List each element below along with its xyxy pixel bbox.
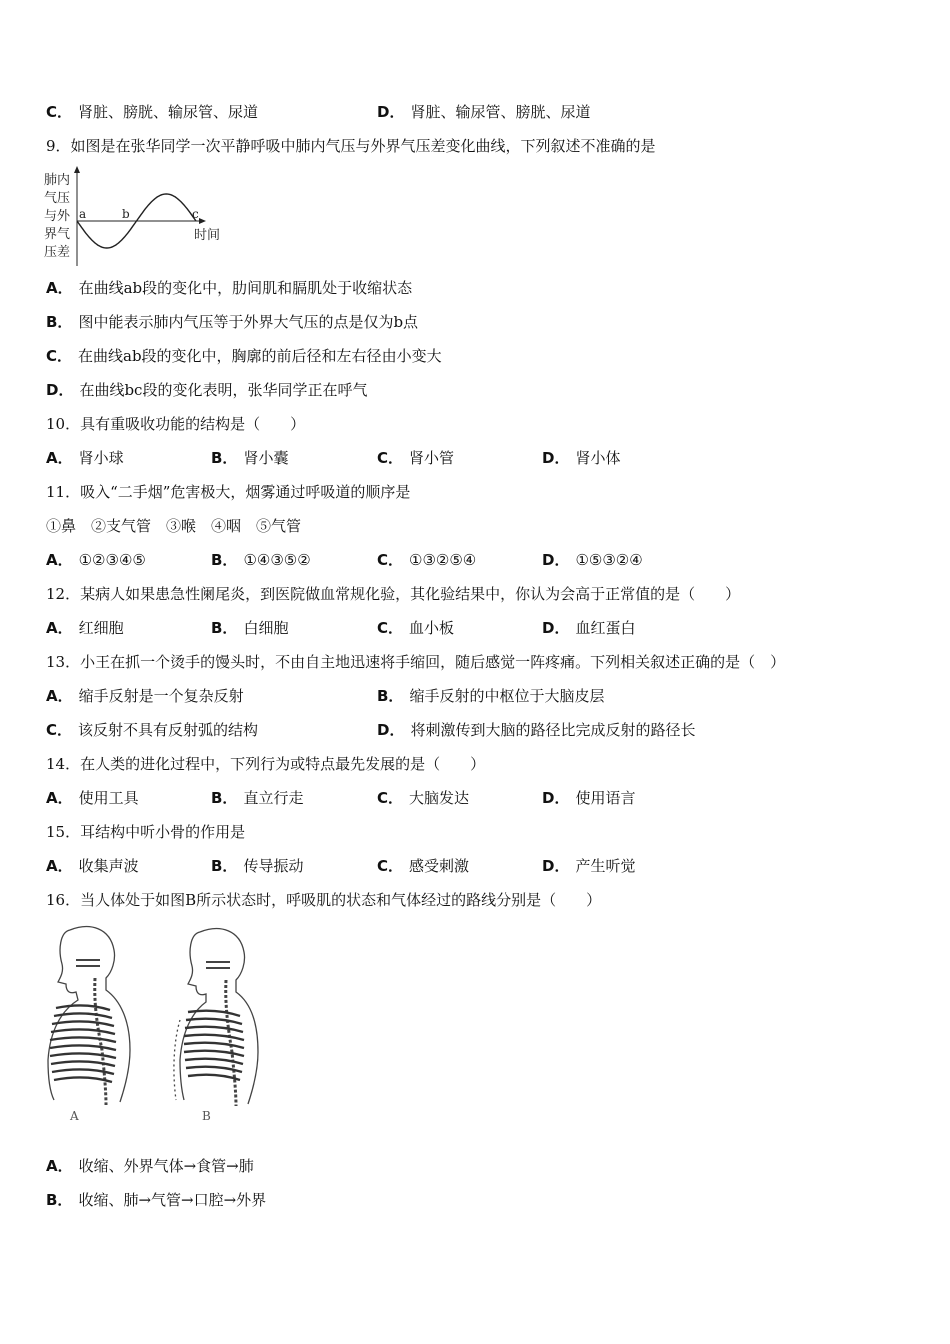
q9-xlabel: 时间 bbox=[194, 228, 221, 243]
q10-option-b: B． 肾小囊 bbox=[211, 449, 289, 467]
q9-option-b: B． 图中能表示肺内气压等于外界大气压的点是仅为b点 bbox=[46, 313, 419, 331]
q12-stem: 12．某病人如果患急性阑尾炎，到医院做血常规化验，其化验结果中，你认为会高于正常值的是（ ） bbox=[46, 585, 741, 603]
q16-stem: 16．当人体处于如图B所示状态时，呼吸肌的状态和气体经过的路线分别是（ ） bbox=[46, 891, 602, 909]
q13-option-b: B． 缩手反射的中枢位于大脑皮层 bbox=[377, 687, 605, 705]
q16-breathing-figure bbox=[40, 920, 270, 1130]
q12-option-c: C． 血小板 bbox=[377, 619, 455, 637]
q16-option-b: B． 收缩、肺→气管→口腔→外界 bbox=[46, 1191, 267, 1209]
q12-option-a: A． 红细胞 bbox=[46, 619, 124, 637]
q9-option-d: D． 在曲线bc段的变化表明，张华同学正在呼气 bbox=[46, 381, 368, 399]
q16-figure-a-label: A bbox=[70, 1109, 79, 1123]
q15-option-b: B． 传导振动 bbox=[211, 857, 304, 875]
q9-point-label-a: a bbox=[79, 207, 87, 221]
q12-option-d: D． 血红蛋白 bbox=[542, 619, 636, 637]
q11-option-d: D． ①⑤③②④ bbox=[542, 551, 643, 569]
q10-option-d: D． 肾小体 bbox=[542, 449, 621, 467]
q9-y-axis-arrow bbox=[74, 166, 80, 173]
q9-pressure-curve-chart bbox=[44, 166, 234, 270]
q11-items: ①鼻 ②支气管 ③喉 ④咽 ⑤气管 bbox=[46, 517, 302, 535]
q13-option-a: A． 缩手反射是一个复杂反射 bbox=[46, 687, 244, 705]
q13-option-d: D． 将刺激传到大脑的路径比完成反射的路径长 bbox=[377, 721, 696, 739]
q15-option-a: A． 收集声波 bbox=[46, 857, 139, 875]
q16-figure-b-ribs bbox=[184, 1011, 244, 1080]
q9-ylabel-line: 与外 bbox=[44, 209, 71, 224]
q12-option-b: B． 白细胞 bbox=[211, 619, 289, 637]
q11-option-b: B． ①④③⑤② bbox=[211, 551, 311, 569]
q14-option-d: D． 使用语言 bbox=[542, 789, 636, 807]
q14-option-a: A． 使用工具 bbox=[46, 789, 139, 807]
q15-option-c: C． 感受刺激 bbox=[377, 857, 470, 875]
q15-option-d: D． 产生听觉 bbox=[542, 857, 636, 875]
q10-option-c: C． 肾小管 bbox=[377, 449, 455, 467]
q13-option-c: C． 该反射不具有反射弧的结构 bbox=[46, 721, 259, 739]
q9-stem: 9．如图是在张华同学一次平静呼吸中肺内气压与外界气压差变化曲线，下列叙述不准确的是 bbox=[46, 137, 656, 155]
q9-ylabel-line: 界气 bbox=[44, 227, 71, 242]
q9-point-label-c: c bbox=[192, 207, 199, 221]
q15-stem: 15．耳结构中听小骨的作用是 bbox=[46, 823, 246, 841]
q11-option-c: C． ①③②⑤④ bbox=[377, 551, 477, 569]
q9-option-a: A． 在曲线ab段的变化中，肋间肌和膈肌处于收缩状态 bbox=[46, 279, 413, 297]
q16-option-a: A． 收缩、外界气体→食管→肺 bbox=[46, 1157, 254, 1175]
q14-stem: 14．在人类的进化过程中，下列行为或特点最先发展的是（ ） bbox=[46, 755, 486, 773]
q9-point-label-b: b bbox=[122, 207, 130, 221]
q14-option-c: C． 大脑发达 bbox=[377, 789, 470, 807]
q8-option-c: C． 肾脏、膀胱、输尿管、尿道 bbox=[46, 103, 259, 121]
q9-option-c: C． 在曲线ab段的变化中，胸廓的前后径和左右径由小变大 bbox=[46, 347, 442, 365]
q11-stem: 11．吸入“二手烟”危害极大，烟雾通过呼吸道的顺序是 bbox=[46, 483, 411, 501]
q11-option-a: A． ①②③④⑤ bbox=[46, 551, 146, 569]
q9-ylabel-line: 肺内 bbox=[44, 173, 71, 188]
q14-option-b: B． 直立行走 bbox=[211, 789, 304, 807]
q10-stem: 10．具有重吸收功能的结构是（ ） bbox=[46, 415, 306, 433]
q9-ylabel bbox=[44, 172, 71, 260]
q16-figure-a-ribs bbox=[50, 1005, 116, 1082]
q9-x-axis-arrow bbox=[199, 218, 206, 224]
q16-figure-b-torso bbox=[174, 929, 258, 1106]
q16-figure-b-label: B bbox=[202, 1109, 211, 1123]
q10-option-a: A． 肾小球 bbox=[46, 449, 124, 467]
q9-ylabel-line: 压差 bbox=[44, 245, 71, 260]
q8-option-d: D． 肾脏、输尿管、膀胱、尿道 bbox=[377, 103, 591, 121]
q9-ylabel-line: 气压 bbox=[44, 191, 71, 206]
q13-stem: 13．小王在抓一个烫手的馒头时，不由自主地迅速将手缩回，随后感觉一阵疼痛。下列相关叙述正确的是（ ） bbox=[46, 653, 786, 671]
